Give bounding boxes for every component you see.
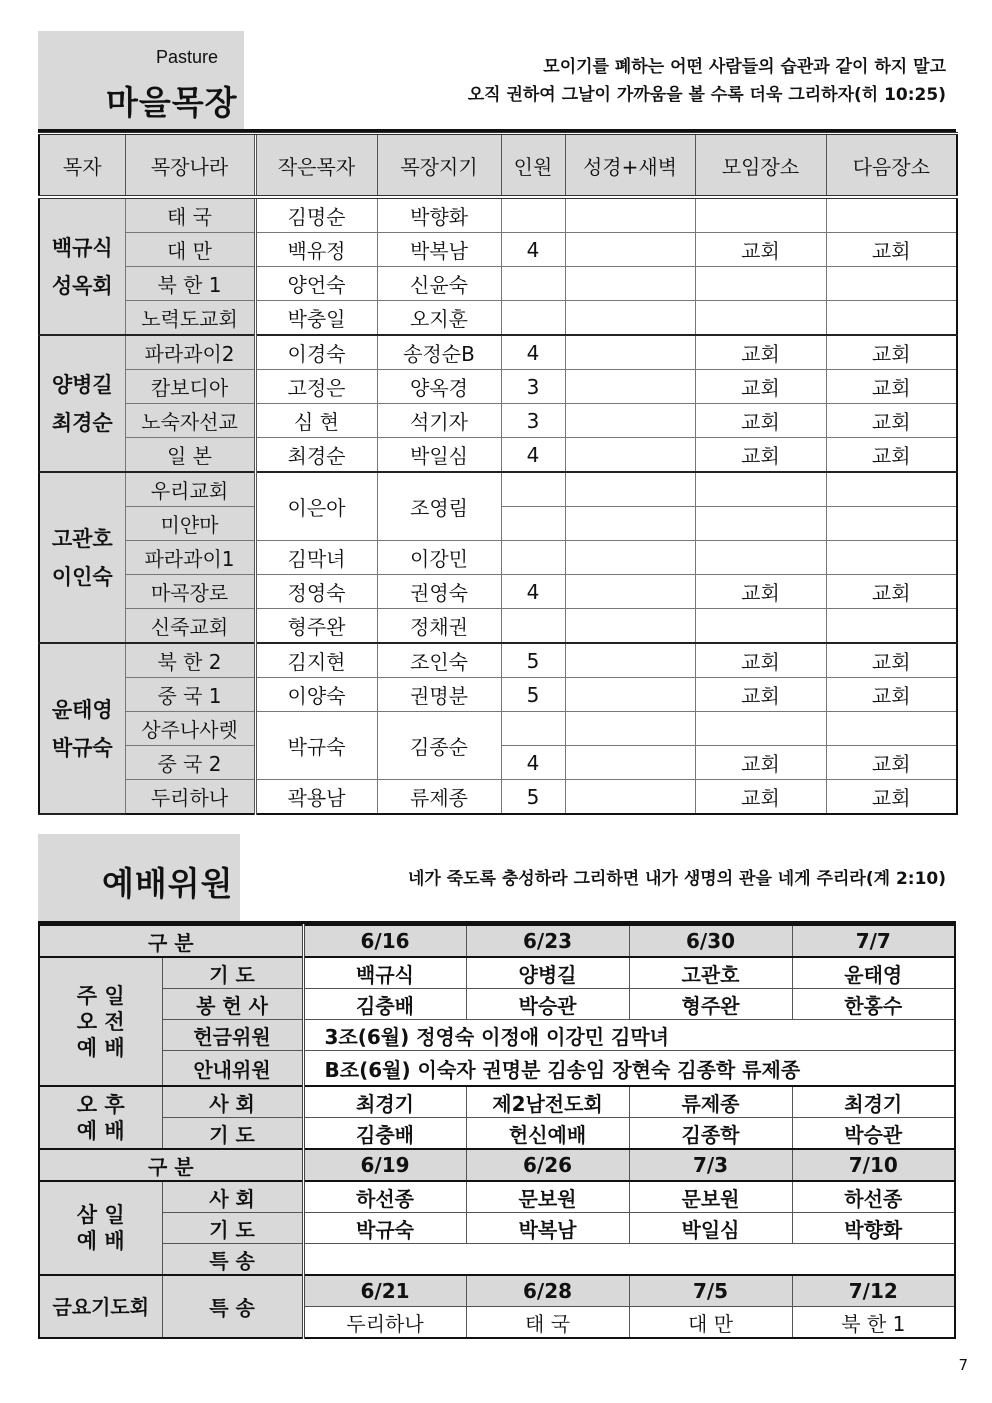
table-row: [39, 197, 957, 233]
friday-date-row: [39, 1275, 955, 1307]
name-cell: 김충배: [303, 1118, 466, 1150]
small-pastor-cell: 심 현: [255, 404, 377, 438]
small-pastor-cell: 박충일: [255, 301, 377, 336]
date-cell: 6/28: [466, 1275, 629, 1307]
role-label: 기 도: [162, 1213, 303, 1244]
col-header: 목장나라: [125, 134, 255, 198]
name-cell: 박일심: [629, 1213, 792, 1244]
table-row: [39, 989, 955, 1020]
place-cell: 교회: [695, 370, 826, 404]
table-row: [39, 1181, 955, 1213]
table-row: [39, 1213, 955, 1244]
name-cell: 고관호: [629, 957, 792, 989]
table-row: [39, 335, 957, 370]
table-row: [39, 1244, 955, 1276]
name-cell: 하선종: [303, 1181, 466, 1213]
table-row: [39, 404, 957, 438]
count-cell: [501, 472, 565, 507]
place-cell: [695, 301, 826, 336]
count-cell: [501, 197, 565, 233]
table-row: [39, 643, 957, 678]
table-row: [39, 609, 957, 644]
name-cell: 김충배: [303, 989, 466, 1020]
bible-cell: [565, 233, 695, 267]
place-cell: [695, 267, 826, 301]
date-cell: 7/7: [792, 925, 955, 957]
role-label: 봉 헌 사: [162, 989, 303, 1020]
name-cell: 박승관: [792, 1118, 955, 1150]
keeper-cell: 박복남: [377, 233, 501, 267]
keeper-cell: 권명분: [377, 678, 501, 712]
count-cell: [501, 712, 565, 746]
keeper-cell: 박일심: [377, 438, 501, 473]
nation-cell: 마곡장로: [125, 575, 255, 609]
name-cell: 박복남: [466, 1213, 629, 1244]
small-pastor-cell: 김막녀: [255, 541, 377, 575]
division-label: 구 분: [39, 925, 303, 957]
page-number: 7: [958, 1356, 968, 1374]
verse-line-1: 모이기를 폐하는 어떤 사람들의 습관과 같이 하지 말고: [543, 57, 946, 77]
place-cell: 교회: [695, 575, 826, 609]
date-cell: 6/23: [466, 925, 629, 957]
name-cell: 류제종: [629, 1086, 792, 1118]
wednesday-date-row: [39, 1149, 955, 1181]
name-cell: 박규숙: [303, 1213, 466, 1244]
small-pastor-cell: 정영숙: [255, 575, 377, 609]
next-place-cell: 교회: [826, 233, 957, 267]
keeper-cell: 이강민: [377, 541, 501, 575]
pastor-cell: [39, 472, 125, 643]
date-cell: 7/10: [792, 1149, 955, 1181]
keeper-cell: 권영숙: [377, 575, 501, 609]
place-cell: [695, 712, 826, 746]
name-cell: 박향화: [792, 1213, 955, 1244]
pasture-header-row: [39, 134, 957, 198]
next-place-cell: [826, 197, 957, 233]
special-cell: [303, 1244, 955, 1276]
place-cell: [695, 507, 826, 541]
next-place-cell: [826, 267, 957, 301]
keeper-cell: 류제종: [377, 780, 501, 815]
bible-cell: [565, 678, 695, 712]
place-cell: 교회: [695, 780, 826, 815]
sunday-pm-text: 오 후 예 배: [76, 1092, 125, 1143]
bible-cell: [565, 541, 695, 575]
next-place-cell: 교회: [826, 335, 957, 370]
count-cell: [501, 301, 565, 336]
name-cell: 형주완: [629, 989, 792, 1020]
sunday-pm-label: [39, 1086, 162, 1149]
col-header: 목자: [39, 134, 125, 198]
worship-header: [38, 834, 956, 924]
place-cell: [695, 609, 826, 644]
nation-cell: 캄보디아: [125, 370, 255, 404]
keeper-cell: 박향화: [377, 197, 501, 233]
date-cell: 6/21: [303, 1275, 466, 1307]
name-cell: 김종학: [629, 1118, 792, 1150]
worship-table: [38, 924, 956, 1339]
role-label: 헌금위원: [162, 1020, 303, 1051]
next-place-cell: [826, 507, 957, 541]
sunday-am-label: [39, 957, 162, 1086]
bible-cell: [565, 267, 695, 301]
bible-cell: [565, 780, 695, 815]
date-cell: 7/12: [792, 1275, 955, 1307]
count-cell: 4: [501, 438, 565, 473]
count-cell: 3: [501, 370, 565, 404]
name-cell: 문보원: [629, 1181, 792, 1213]
keeper-cell: 양옥경: [377, 370, 501, 404]
small-pastor-cell: 이양숙: [255, 678, 377, 712]
table-row: [39, 678, 957, 712]
keeper-cell: 김종순: [377, 712, 501, 780]
keeper-cell: 조인숙: [377, 643, 501, 678]
name-cell: 한홍수: [792, 989, 955, 1020]
pastor-cell: [39, 335, 125, 472]
bible-cell: [565, 507, 695, 541]
count-cell: 4: [501, 335, 565, 370]
table-row: [39, 233, 957, 267]
date-cell: 6/30: [629, 925, 792, 957]
name-cell: 하선종: [792, 1181, 955, 1213]
role-label: 사 회: [162, 1181, 303, 1213]
role-label: 특 송: [162, 1244, 303, 1276]
nation-cell: 태 국: [125, 197, 255, 233]
keeper-cell: 송정순B: [377, 335, 501, 370]
nation-cell: 중 국 1: [125, 678, 255, 712]
place-cell: 교회: [695, 233, 826, 267]
nation-cell: 파라과이2: [125, 335, 255, 370]
table-row: [39, 1020, 955, 1051]
table-row: [39, 957, 955, 989]
date-cell: 6/16: [303, 925, 466, 957]
bible-cell: [565, 712, 695, 746]
col-header: 작은목자: [255, 134, 377, 198]
small-pastor-cell: 양언숙: [255, 267, 377, 301]
name-cell: 제2남전도회: [466, 1086, 629, 1118]
nation-cell: 신죽교회: [125, 609, 255, 644]
small-pastor-cell: 고정은: [255, 370, 377, 404]
sunday-date-row: [39, 925, 955, 957]
bible-cell: [565, 438, 695, 473]
table-row: [39, 1051, 955, 1087]
next-place-cell: [826, 301, 957, 336]
pastor-name: 고관호 이인숙: [51, 526, 113, 589]
place-cell: [695, 541, 826, 575]
small-pastor-cell: 곽용남: [255, 780, 377, 815]
name-cell: 문보원: [466, 1181, 629, 1213]
bible-cell: [565, 609, 695, 644]
sunday-am-text: 주 일 오 전 예 배: [76, 983, 125, 1060]
name-cell: 태 국: [466, 1307, 629, 1339]
role-label: 특 송: [162, 1275, 303, 1338]
col-header: 모임장소: [695, 134, 826, 198]
nation-cell: 북 한 2: [125, 643, 255, 678]
pastor-name: 윤태영 박규숙: [51, 697, 113, 760]
friday-label: 금요기도회: [39, 1275, 162, 1338]
count-cell: 5: [501, 643, 565, 678]
count-cell: 3: [501, 404, 565, 438]
name-cell: 대 만: [629, 1307, 792, 1339]
next-place-cell: 교회: [826, 780, 957, 815]
small-pastor-cell: 백유정: [255, 233, 377, 267]
name-cell: 북 한 1: [792, 1307, 955, 1339]
table-row: [39, 712, 957, 746]
count-cell: 5: [501, 780, 565, 815]
place-cell: 교회: [695, 438, 826, 473]
bible-cell: [565, 643, 695, 678]
small-pastor-cell: 형주완: [255, 609, 377, 644]
role-label: 사 회: [162, 1086, 303, 1118]
count-cell: [501, 267, 565, 301]
bible-cell: [565, 404, 695, 438]
pasture-table: [38, 132, 958, 815]
count-cell: 4: [501, 746, 565, 780]
bible-cell: [565, 472, 695, 507]
nation-cell: 상주나사렛: [125, 712, 255, 746]
name-cell: 최경기: [303, 1086, 466, 1118]
offering-committee-cell: 3조(6월) 정영숙 이정애 이강민 김막녀: [303, 1020, 955, 1051]
pasture-title: 마을목장: [106, 83, 238, 122]
bible-cell: [565, 746, 695, 780]
date-cell: 6/26: [466, 1149, 629, 1181]
table-row: [39, 575, 957, 609]
next-place-cell: 교회: [826, 438, 957, 473]
table-row: [39, 1086, 955, 1118]
keeper-cell: 석기자: [377, 404, 501, 438]
pastor-name: 양병길 최경순: [51, 372, 113, 435]
count-cell: 4: [501, 233, 565, 267]
nation-cell: 노력도교회: [125, 301, 255, 336]
place-cell: 교회: [695, 335, 826, 370]
place-cell: 교회: [695, 746, 826, 780]
next-place-cell: 교회: [826, 370, 957, 404]
bible-cell: [565, 197, 695, 233]
wednesday-text: 삼 일 예 배: [76, 1203, 125, 1253]
name-cell: 윤태영: [792, 957, 955, 989]
keeper-cell: 정채권: [377, 609, 501, 644]
col-header: 인원: [501, 134, 565, 198]
date-cell: 6/19: [303, 1149, 466, 1181]
count-cell: [501, 541, 565, 575]
verse-line-2: 오직 권하여 그날이 가까움을 볼 수록 더욱 그리하자(히 10:25): [467, 85, 946, 105]
place-cell: 교회: [695, 643, 826, 678]
table-row: [39, 472, 957, 507]
table-row: [39, 438, 957, 473]
pastor-cell: [39, 643, 125, 814]
col-header: 다음장소: [826, 134, 957, 198]
date-cell: 7/3: [629, 1149, 792, 1181]
nation-cell: 우리교회: [125, 472, 255, 507]
nation-cell: 노숙자선교: [125, 404, 255, 438]
next-place-cell: 교회: [826, 746, 957, 780]
table-row: [39, 267, 957, 301]
pastor-cell: [39, 197, 125, 335]
nation-cell: 대 만: [125, 233, 255, 267]
nation-cell: 북 한 1: [125, 267, 255, 301]
next-place-cell: [826, 541, 957, 575]
nation-cell: 파라과이1: [125, 541, 255, 575]
place-cell: 교회: [695, 678, 826, 712]
name-cell: 최경기: [792, 1086, 955, 1118]
date-cell: 7/5: [629, 1275, 792, 1307]
table-row: [39, 370, 957, 404]
role-label: 기 도: [162, 957, 303, 989]
small-pastor-cell: 김명순: [255, 197, 377, 233]
bible-cell: [565, 335, 695, 370]
next-place-cell: [826, 609, 957, 644]
pasture-header: [38, 31, 956, 132]
name-cell: 박승관: [466, 989, 629, 1020]
role-label: 기 도: [162, 1118, 303, 1150]
keeper-cell: 신윤숙: [377, 267, 501, 301]
count-cell: [501, 609, 565, 644]
table-row: [39, 541, 957, 575]
name-cell: 백규식: [303, 957, 466, 989]
col-header: 성경+새벽: [565, 134, 695, 198]
next-place-cell: 교회: [826, 575, 957, 609]
nation-cell: 미얀마: [125, 507, 255, 541]
col-header: 목장지기: [377, 134, 501, 198]
nation-cell: 일 본: [125, 438, 255, 473]
worship-verse: 네가 죽도록 충성하라 그리하면 내가 생명의 관을 네게 주리라(계 2:10): [407, 869, 946, 889]
name-cell: 두리하나: [303, 1307, 466, 1339]
table-row: [39, 301, 957, 336]
table-row: [39, 780, 957, 815]
small-pastor-cell: 이경숙: [255, 335, 377, 370]
bible-cell: [565, 575, 695, 609]
next-place-cell: 교회: [826, 643, 957, 678]
division-label: 구 분: [39, 1149, 303, 1181]
next-place-cell: 교회: [826, 678, 957, 712]
count-cell: 4: [501, 575, 565, 609]
place-cell: 교회: [695, 404, 826, 438]
count-cell: [501, 507, 565, 541]
pasture-label: Pasture: [156, 47, 219, 67]
bible-cell: [565, 370, 695, 404]
small-pastor-cell: 최경순: [255, 438, 377, 473]
small-pastor-cell: 박규숙: [255, 712, 377, 780]
table-row: [39, 1118, 955, 1150]
next-place-cell: [826, 712, 957, 746]
place-cell: [695, 472, 826, 507]
nation-cell: 두리하나: [125, 780, 255, 815]
nation-cell: 중 국 2: [125, 746, 255, 780]
worship-title: 예배위원: [102, 864, 234, 903]
small-pastor-cell: 김지현: [255, 643, 377, 678]
role-label: 안내위원: [162, 1051, 303, 1087]
keeper-cell: 조영림: [377, 472, 501, 541]
count-cell: 5: [501, 678, 565, 712]
place-cell: [695, 197, 826, 233]
next-place-cell: 교회: [826, 404, 957, 438]
name-cell: 양병길: [466, 957, 629, 989]
usher-cell: B조(6월) 이숙자 권명분 김송임 장현숙 김종학 류제종: [303, 1051, 955, 1087]
name-cell: 헌신예배: [466, 1118, 629, 1150]
pastor-name: 백규식 성옥회: [51, 235, 113, 298]
keeper-cell: 오지훈: [377, 301, 501, 336]
small-pastor-cell: 이은아: [255, 472, 377, 541]
wednesday-label: [39, 1181, 162, 1275]
bible-cell: [565, 301, 695, 336]
pasture-verse: [468, 53, 946, 109]
next-place-cell: [826, 472, 957, 507]
